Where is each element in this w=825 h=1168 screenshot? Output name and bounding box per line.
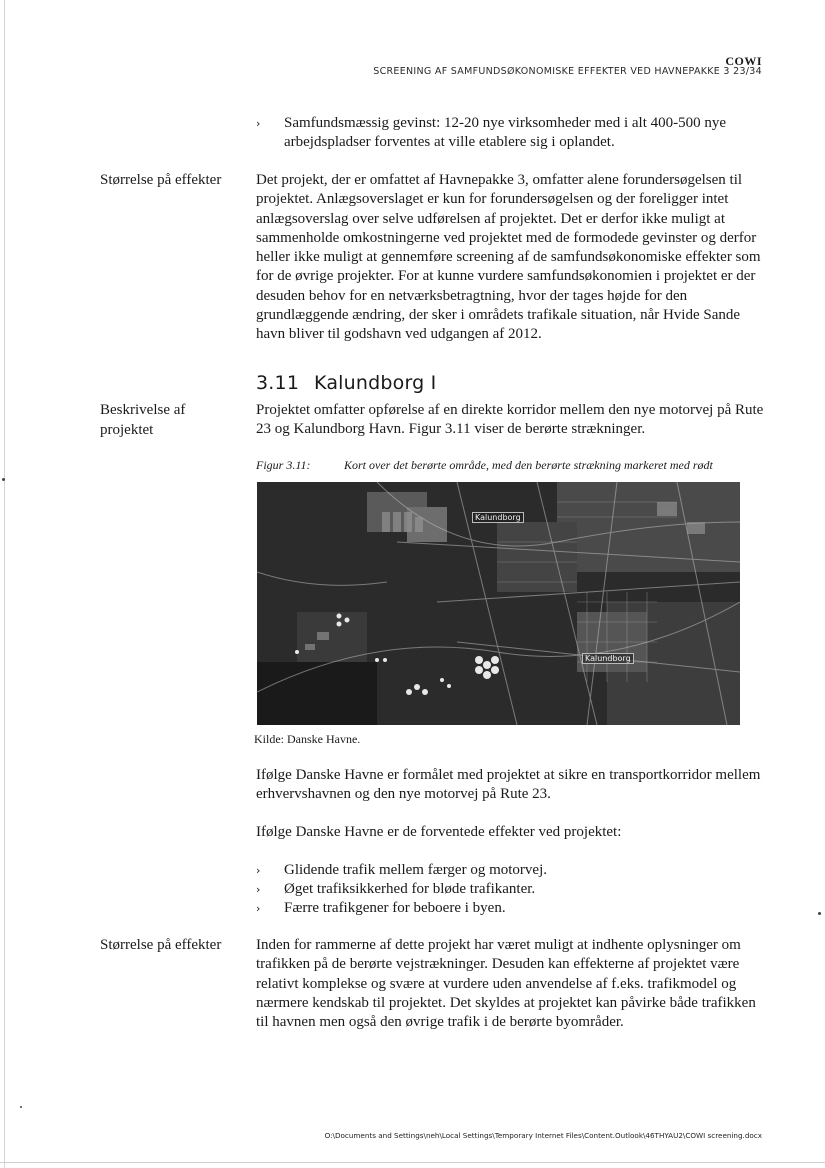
section-title: Kalundborg I xyxy=(314,372,437,394)
paragraph-project-description: Projektet omfatter opførelse af en direkte korridor mellem den nye motorvej på Rute 23 og Kalundborg Havn. Figur 3.11 viser de berørte strækninger. xyxy=(256,402,764,438)
cowi-logo: COWI xyxy=(725,54,762,68)
scan-edge-left xyxy=(4,0,5,1168)
bullet-marker: › xyxy=(256,902,261,915)
paragraph-purpose: Ifølge Danske Havne er formålet med projektet at sikre en transportkorridor mellem erhvervshavnen og den nye motorvej på Rute 23. xyxy=(256,767,761,803)
bullet-marker: › xyxy=(256,883,261,896)
scan-speck xyxy=(20,1106,22,1108)
figure-caption-text: Kort over det berørte område, med den berørte strækning markeret med rødt xyxy=(344,458,713,472)
page-number: 23/34 xyxy=(733,66,762,77)
footer-file-path: O:\Documents and Settings\neh\Local Settings\Temporary Internet Files\Content.Outlook\46THYAU2\COWI screening.docx xyxy=(324,1131,762,1140)
section-number: 3.11 xyxy=(256,372,300,394)
margin-label-project-description: Beskrivelse af projektet xyxy=(100,402,186,438)
intro-bullet-text: Samfundsmæssig gevinst: 12-20 nye virksomheder med i alt 400-500 nye arbejdspladser forventes at ville etablere sig i oplandet. xyxy=(284,115,727,151)
margin-label-effect-size: Størrelse på effekter xyxy=(100,172,222,188)
figure-label: Figur 3.11: xyxy=(256,458,311,472)
effect-text: Øget trafiksikkerhed for bløde trafikanter. xyxy=(284,881,536,897)
effect-text: Glidende trafik mellem færger og motorvej. xyxy=(284,862,547,878)
map-image-kalundborg xyxy=(257,482,740,725)
paragraph-effect-size-2: Inden for rammerne af dette projekt har været muligt at indhente oplysninger om trafikken på de berørte vejstrækninger. Desuden kan effekterne af projektet være relativt komplekse og svære at vurdere uden anvendelse af f.eks. trafikmodel og nærmere kendskab til projektet. Det skyldes at projektet kan påvirke både trafikken til havnen men også den øvrige trafik i de berørte byområder. xyxy=(256,937,756,1031)
page-header xyxy=(350,66,762,77)
effect-text: Færre trafikgener for beboere i byen. xyxy=(284,900,506,916)
scan-speck xyxy=(2,478,5,481)
scan-edge-bottom xyxy=(0,1162,825,1163)
paragraph-effect-size: Det projekt, der er omfattet af Havnepakke 3, omfatter alene forundersøgelsen til projektet. Anlægsoverslaget er kun for forundersøgelsen og der foreligger intet anlægsoverslag over selve udførelsen af projektet. Det er derfor ikke muligt at sammenholde omkostningerne ved projektet med de formodede gevinster og derfor heller ikke muligt at gennemføre screening af de samfundsøkonomiske effekter som for de øvrige projekter. For at kunne vurdere samfundsøkonomien i projektet er der desuden behov for en netværksbetragtning, hvor der tages højde for den grundlæggende ændring, der sker i områdets trafikale situation, når Hvide Sande havn bliver til godshavn ved udgangen af 2012. xyxy=(256,172,761,343)
bullet-marker: › xyxy=(256,864,261,877)
margin-label-effect-size-2: Størrelse på effekter xyxy=(100,937,222,953)
scan-speck xyxy=(818,912,821,915)
map-label-bottom: Kalundborg xyxy=(582,653,634,664)
map-label-top: Kalundborg xyxy=(472,512,524,523)
paragraph-expected-effects-intro: Ifølge Danske Havne er de forventede effekter ved projektet: xyxy=(256,824,622,840)
figure-source: Kilde: Danske Havne. xyxy=(254,732,361,746)
header-title: SCREENING AF SAMFUNDSØKONOMISKE EFFEKTER VED HAVNEPAKKE 3 xyxy=(373,66,730,77)
bullet-marker: › xyxy=(256,117,261,130)
section-heading xyxy=(256,372,436,394)
